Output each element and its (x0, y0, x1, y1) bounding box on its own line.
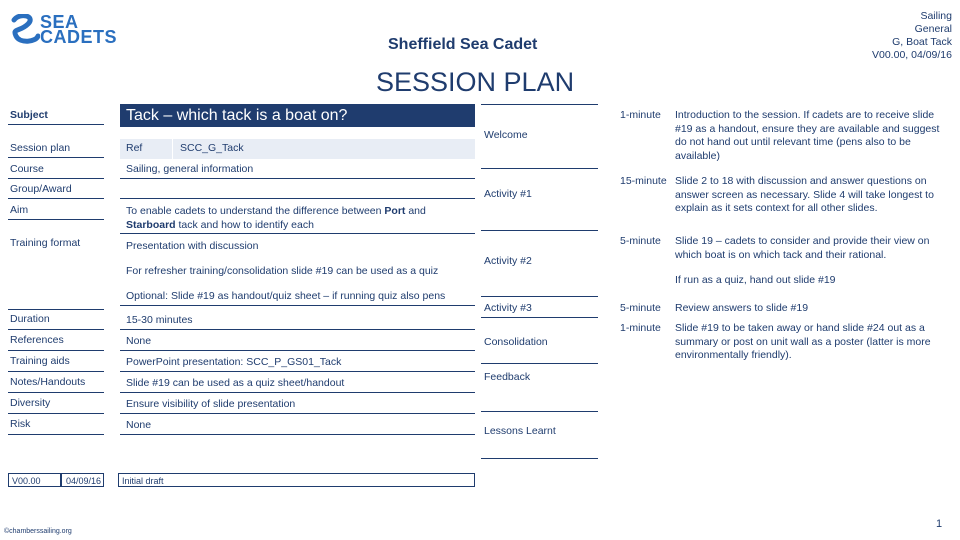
activity-2-time: 5-minute (620, 235, 661, 247)
references-label: References (10, 334, 64, 346)
risk-label: Risk (10, 418, 31, 430)
divider (120, 305, 475, 306)
training-aids-label: Training aids (10, 355, 70, 367)
divider (120, 350, 475, 351)
activity-2-text: Slide 19 – cadets to consider and provide their view on which boat is on which tack and their rational. (675, 235, 930, 261)
page-title: SESSION PLAN (376, 67, 575, 97)
notes-handouts-label: Notes/Handouts (10, 376, 86, 388)
divider (8, 413, 104, 414)
welcome-text: Introduction to the session. If cadets are to receive slide #19 as a handout, ensure they are available and suggest do not hand out until relevant time (pens also to be available) (675, 109, 940, 162)
diversity-label: Diversity (10, 397, 51, 409)
aim-starboard: Starboard (126, 219, 176, 231)
divider (8, 198, 104, 199)
divider (481, 104, 598, 105)
aim-label: Aim (10, 204, 29, 216)
training-format-value: Presentation with discussion (126, 240, 259, 252)
session-plan-label: Session plan (10, 142, 71, 154)
optional-note: Optional: Slide #19 as handout/quiz sheet – if running quiz also pens (126, 290, 446, 302)
refresher-note: For refresher training/consolidation slide #19 can be used as a quiz (126, 265, 439, 277)
divider (481, 458, 598, 459)
divider (481, 317, 598, 318)
stage-feedback: Feedback (484, 371, 531, 383)
logo-text-sea: SEA (40, 12, 79, 32)
logo-wave-icon (10, 14, 40, 46)
stage-activity-1: Activity #1 (484, 188, 532, 200)
divider (8, 392, 104, 393)
consolidation-text: Slide #19 to be taken away or hand slide #24 out as a summary or post on unit wall as a poster (latter is more environmentally friendly). (675, 322, 931, 361)
aim-value (126, 204, 466, 232)
version-date: 04/09/16 (61, 473, 104, 487)
divider (8, 309, 104, 310)
training-format-label: Training format (10, 237, 81, 249)
activity-1-time: 15-minute (620, 175, 667, 187)
version-number: V00.00 (8, 473, 61, 487)
notes-handouts-value: Slide #19 can be used as a quiz sheet/handout (126, 377, 345, 389)
stage-consolidation: Consolidation (484, 336, 548, 348)
divider (481, 363, 598, 364)
welcome-time: 1-minute (620, 109, 661, 121)
training-aids-value: PowerPoint presentation: SCC_P_GS01_Tack (126, 356, 342, 368)
logo-text-cadets: CADETS (40, 27, 118, 47)
activity-2-quiz-note: If run as a quiz, hand out slide #19 (675, 274, 836, 286)
ref-label: Ref (126, 142, 143, 154)
divider (8, 178, 104, 179)
version-note: Initial draft (118, 473, 475, 487)
divider (172, 139, 173, 159)
divider (120, 198, 475, 199)
divider (8, 219, 104, 220)
divider (120, 178, 475, 179)
page-number: 1 (936, 518, 943, 530)
duration-label: Duration (10, 313, 50, 325)
ref-box (120, 139, 475, 159)
diversity-value: Ensure visibility of slide presentation (126, 398, 296, 410)
divider (481, 296, 598, 297)
activity-1-text: Slide 2 to 18 with discussion and answer questions on answer screen as necessary. Slide 4 will take longest to explain as it sets context for all other slides. (675, 175, 934, 214)
risk-value: None (126, 419, 152, 431)
divider (481, 168, 598, 169)
divider (481, 230, 598, 231)
group-award-label: Group/Award (10, 183, 72, 195)
aim-text: tack and how to identify each (175, 219, 314, 231)
info-version: V00.00, 04/09/16 (872, 49, 952, 61)
divider (8, 124, 104, 125)
stage-activity-3: Activity #3 (484, 302, 532, 314)
aim-text: To enable cadets to understand the difference between (126, 205, 385, 217)
ref-value: SCC_G_Tack (180, 142, 244, 154)
copyright: ©chamberssailing.org (4, 528, 72, 535)
sea-cadets-logo (10, 12, 120, 48)
divider (120, 371, 475, 372)
top-right-info (872, 10, 952, 62)
references-value: None (126, 335, 152, 347)
divider (120, 413, 475, 414)
divider (8, 329, 104, 330)
divider (120, 329, 475, 330)
subject-value: Tack – which tack is a boat on? (120, 104, 475, 127)
divider (120, 434, 475, 435)
info-ref: G, Boat Tack (892, 36, 952, 48)
unit-name: Sheffield Sea Cadet (388, 36, 538, 53)
course-label: Course (10, 163, 44, 175)
activity-3-time: 5-minute (620, 302, 661, 314)
info-course: Sailing (920, 10, 952, 22)
stage-lessons-learnt: Lessons Learnt (484, 425, 556, 437)
divider (120, 233, 475, 234)
divider (8, 157, 104, 158)
subject-label: Subject (10, 109, 48, 121)
divider (8, 350, 104, 351)
consolidation-time: 1-minute (620, 322, 661, 334)
divider (8, 371, 104, 372)
course-value: Sailing, general information (126, 163, 254, 175)
duration-value: 15-30 minutes (126, 314, 193, 326)
divider (120, 392, 475, 393)
activity-3-text: Review answers to slide #19 (675, 302, 809, 314)
aim-port: Port (384, 205, 406, 217)
stage-activity-2: Activity #2 (484, 255, 532, 267)
stage-welcome: Welcome (484, 129, 528, 141)
divider (481, 411, 598, 412)
divider (8, 434, 104, 435)
aim-text: and (405, 205, 426, 217)
info-category: General (914, 23, 952, 35)
